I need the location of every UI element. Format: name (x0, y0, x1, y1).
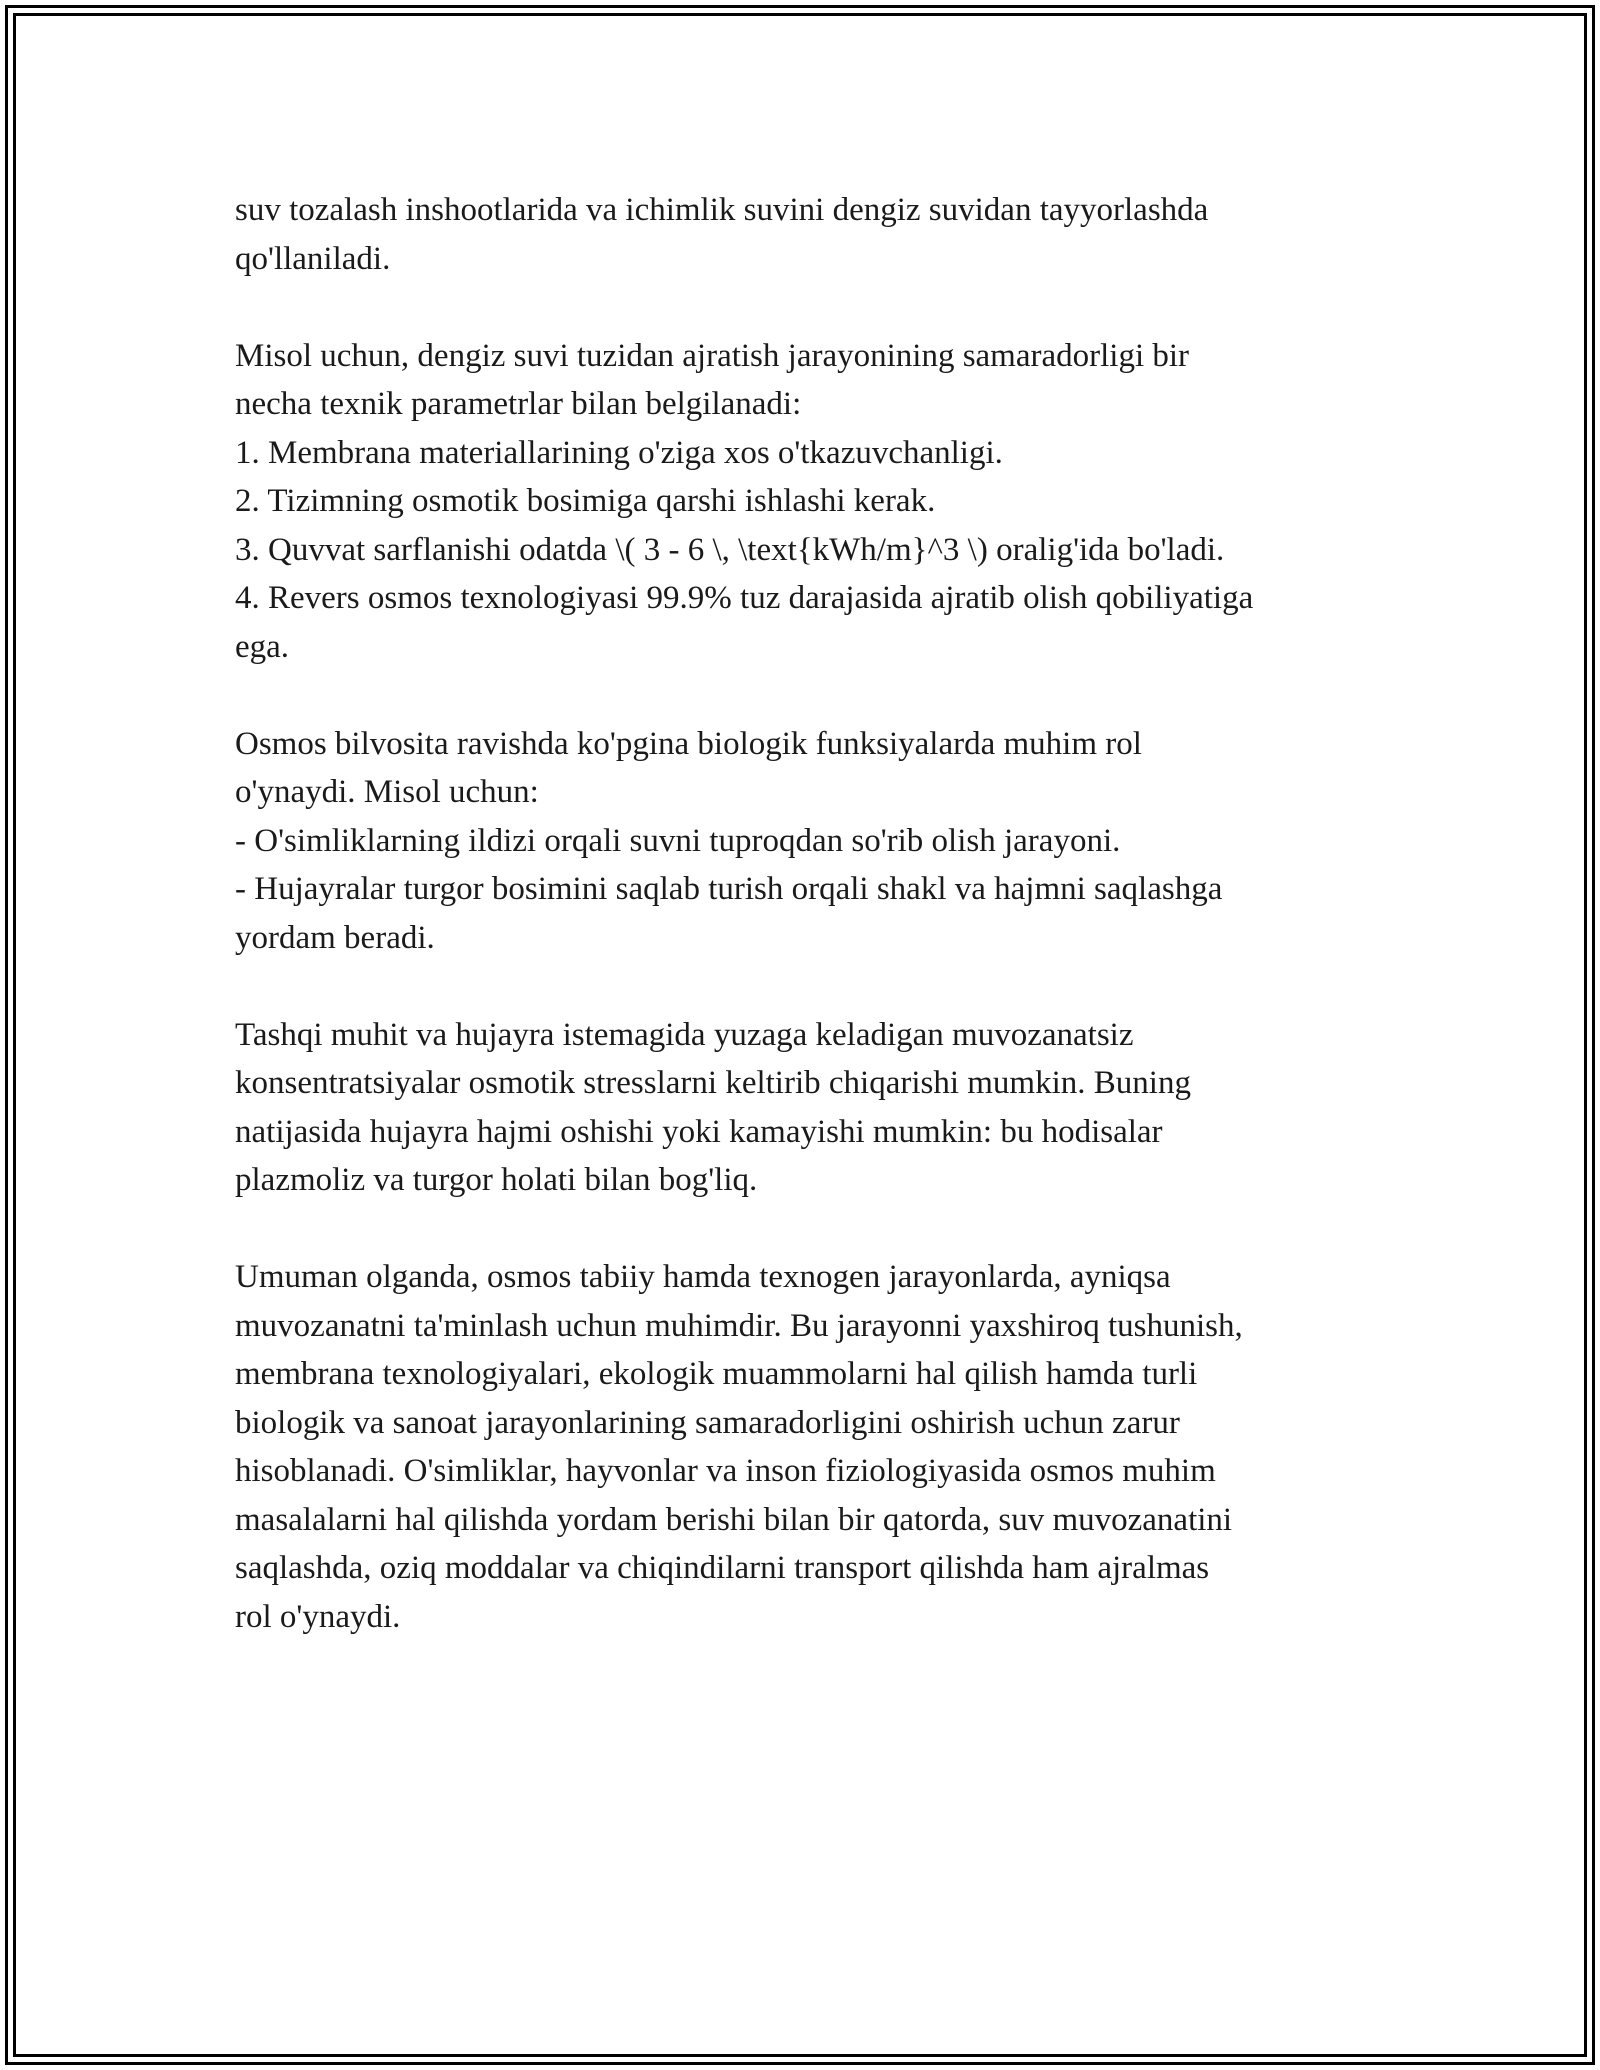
list-item: - O'simliklarning ildizi orqali suvni tuproqdan so'rib olish jarayoni. (235, 822, 1121, 859)
text-line: Tashqi muhit va hujayra istemagida yuzaga keladigan muvozanatsiz (235, 1016, 1134, 1053)
paragraph-water-treatment (235, 186, 1375, 283)
text-line: masalalarni hal qilishda yordam berishi bilan bir qatorda, suv muvozanatini (235, 1501, 1233, 1538)
list-item: 2. Tizimning osmotik bosimiga qarshi ishlashi kerak. (235, 483, 936, 519)
text-line: membrana texnologiyalari, ekologik muammolarni hal qilish hamda turli (235, 1356, 1198, 1392)
text-line: rol o'ynaydi. (235, 1598, 401, 1635)
paragraph-spacer (235, 671, 1375, 720)
text-line: biologik va sanoat jarayonlarining samaradorligini oshirish uchun zarur (235, 1404, 1180, 1441)
text-line: suv tozalash inshootlarida va ichimlik suvini dengiz suvidan tayyorlashda (235, 192, 1209, 228)
text-line: Osmos bilvosita ravishda ko'pgina biologik funksiyalarda muhim rol (235, 725, 1142, 762)
paragraph-conclusion (235, 1253, 1375, 1641)
paragraph-biological-functions (235, 720, 1375, 963)
paragraph-osmotic-stress (235, 1011, 1375, 1205)
document-body (235, 186, 1375, 1641)
text-line: Misol uchun, dengiz suvi tuzidan ajratish jarayonining samaradorligi bir (235, 337, 1190, 374)
list-item: 3. Quvvat sarflanishi odatda \( 3 - 6 \, \text{kWh/m}^3 \) oralig'ida bo'ladi. (235, 531, 1225, 568)
paragraph-spacer (235, 283, 1375, 332)
paragraph-spacer (235, 1205, 1375, 1254)
list-item: 4. Revers osmos texnologiyasi 99.9% tuz darajasida ajratib olish qobiliyatiga (235, 580, 1254, 616)
text-line: qo'llaniladi. (235, 240, 391, 277)
text-line: o'ynaydi. Misol uchun: (235, 774, 539, 810)
list-item: 1. Membrana materiallarining o'ziga xos o'tkazuvchanligi. (235, 434, 1003, 471)
text-line: konsentratsiyalar osmotik stresslarni keltirib chiqarishi mumkin. Buning (235, 1065, 1191, 1101)
text-line: ega. (235, 628, 290, 665)
paragraph-spacer (235, 962, 1375, 1011)
text-line: muvozanatni ta'minlash uchun muhimdir. Bu jarayonni yaxshiroq tushunish, (235, 1307, 1243, 1344)
text-line: necha texnik parametrlar bilan belgilanadi: (235, 386, 802, 422)
text-line: saqlashda, oziq moddalar va chiqindilarni transport qilishda ham ajralmas (235, 1550, 1210, 1586)
text-line: natijasida hujayra hajmi oshishi yoki kamayishi mumkin: bu hodisalar (235, 1113, 1163, 1150)
text-line: hisoblanadi. O'simliklar, hayvonlar va inson fiziologiyasida osmos muhim (235, 1453, 1216, 1489)
text-line: plazmoliz va turgor holati bilan bog'liq. (235, 1162, 758, 1198)
text-line: yordam beradi. (235, 919, 435, 956)
list-item: - Hujayralar turgor bosimini saqlab turish orqali shakl va hajmni saqlashga (235, 871, 1223, 907)
text-line: Umuman olganda, osmos tabiiy hamda texnogen jarayonlarda, ayniqsa (235, 1259, 1171, 1295)
paragraph-desalination-parameters (235, 332, 1375, 672)
